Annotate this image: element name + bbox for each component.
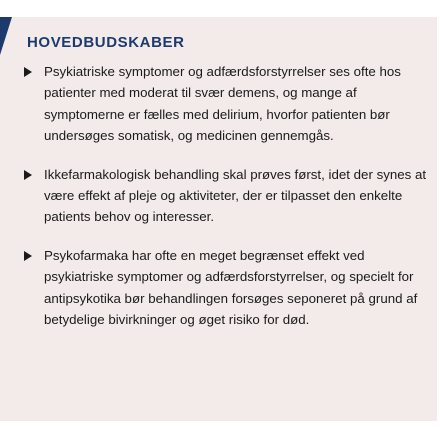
list-item — [22, 245, 432, 331]
list-item-text: Psykiatriske symptomer og adfærdsforstyrrelser ses ofte hos patienter med moderat til svær demens, og mange af symptomerne er fælles med delirium, hvorfor patienten bør undersøges somatisk, og medicinen gennemgås. — [44, 64, 401, 144]
list-item-text: Psykofarmaka har ofte en meget begrænset effekt ved psykiatriske symptomer og adfærdsforstyrrelser, og specielt for antipsykotika bør behandlingen forsøges seponeret på grund af betydelige bivirkninger og øget risiko for død. — [44, 247, 418, 328]
key-messages-list — [22, 61, 432, 347]
triangle-bullet-icon — [24, 67, 32, 77]
accent-stripe — [0, 17, 12, 55]
triangle-bullet-icon — [24, 251, 32, 261]
triangle-bullet-icon — [24, 170, 32, 180]
list-item — [22, 61, 432, 147]
list-item-text: Ikkefarmakologisk behandling skal prøves først, idet der synes at være effekt af pleje og aktiviteter, der er tilpasset den enkelte patients behov og interesser. — [44, 166, 427, 225]
list-item — [22, 164, 432, 228]
box-heading: HOVEDBUDSKABER — [27, 34, 185, 51]
